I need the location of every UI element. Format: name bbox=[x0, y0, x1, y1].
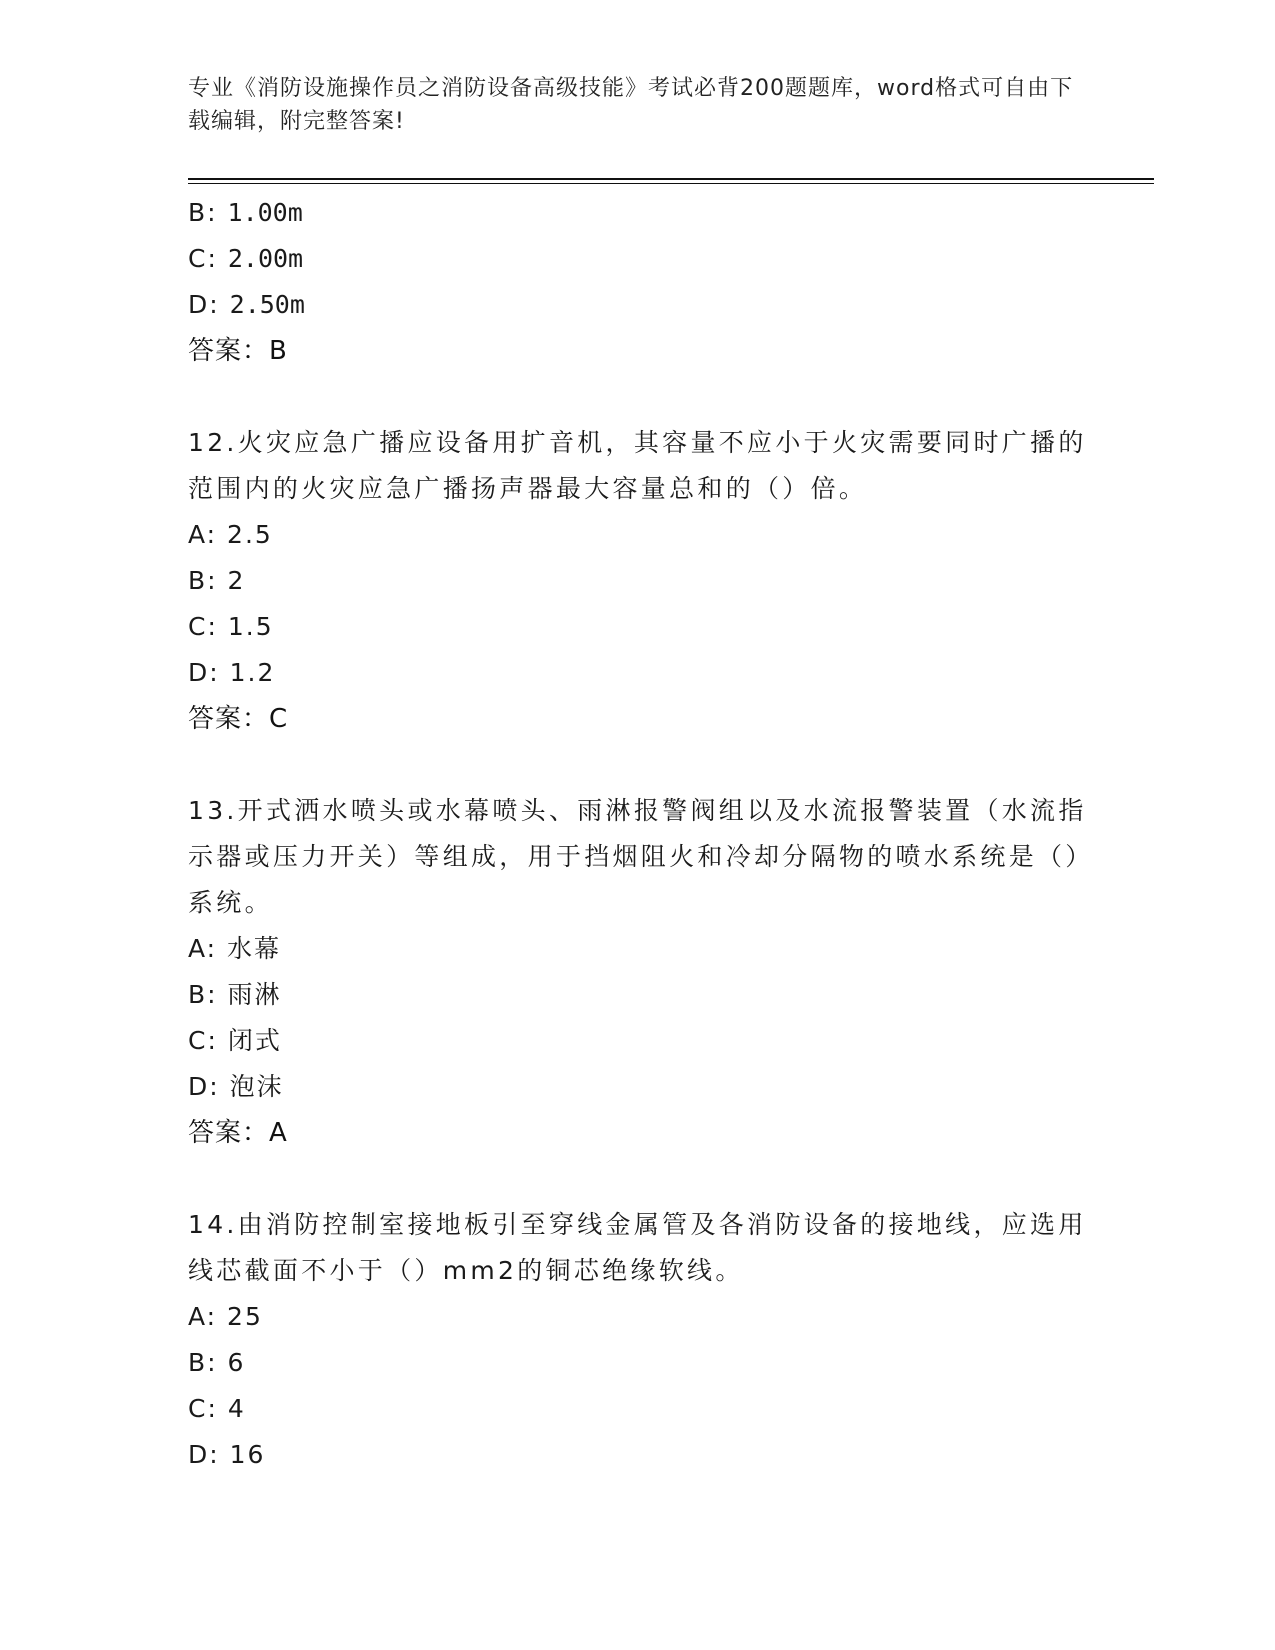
spacer bbox=[188, 742, 1088, 788]
option-text: 1.00m bbox=[227, 198, 303, 227]
option-text: 25 bbox=[227, 1302, 263, 1331]
question-text: 12.火灾应急广播应设备用扩音机，其容量不应小于火灾需要同时广播的范围内的火灾应急广播扬声器最大容量总和的（）倍。 bbox=[188, 428, 1087, 503]
option-d bbox=[188, 1432, 1088, 1478]
option-label: A: bbox=[188, 520, 218, 549]
option-text: 4 bbox=[227, 1394, 246, 1423]
option-label: D: bbox=[188, 658, 220, 687]
partial-question bbox=[188, 190, 1088, 374]
option-label: A: bbox=[188, 1302, 218, 1331]
option-c bbox=[188, 1386, 1088, 1432]
option-a bbox=[188, 512, 1088, 558]
question-14 bbox=[188, 1202, 1088, 1478]
option-text: 雨淋 bbox=[227, 980, 282, 1009]
spacer bbox=[188, 374, 1088, 420]
option-c bbox=[188, 1018, 1088, 1064]
question-text: 14.由消防控制室接地板引至穿线金属管及各消防设备的接地线，应选用线芯截面不小于（）mm2的铜芯绝缘软线。 bbox=[188, 1210, 1087, 1285]
question-12 bbox=[188, 420, 1088, 742]
option-text: 1.2 bbox=[229, 658, 276, 687]
option-b bbox=[188, 1340, 1088, 1386]
option-text: 泡沫 bbox=[229, 1072, 284, 1101]
option-label: C: bbox=[188, 612, 218, 641]
option-d bbox=[188, 1064, 1088, 1110]
answer-line: 答案：A bbox=[188, 1118, 288, 1148]
option-text: 2.00m bbox=[227, 244, 304, 273]
option-label: C: bbox=[188, 1026, 218, 1055]
option-label: B: bbox=[188, 980, 218, 1009]
option-d bbox=[188, 650, 1088, 696]
option-text: 闭式 bbox=[227, 1026, 282, 1055]
option-a bbox=[188, 926, 1088, 972]
option-a bbox=[188, 1294, 1088, 1340]
option-text: 6 bbox=[227, 1348, 246, 1377]
option-label: B: bbox=[188, 198, 218, 227]
question-13 bbox=[188, 788, 1088, 1156]
option-c bbox=[188, 236, 1088, 282]
answer-line: 答案：C bbox=[188, 704, 289, 734]
option-text: 1.5 bbox=[227, 612, 274, 641]
option-label: D: bbox=[188, 1072, 220, 1101]
option-text: 2.5 bbox=[227, 520, 273, 549]
option-text: 16 bbox=[229, 1440, 266, 1469]
spacer bbox=[188, 1156, 1088, 1202]
option-label: D: bbox=[188, 1440, 220, 1469]
option-label: B: bbox=[188, 566, 218, 595]
option-label: B: bbox=[188, 1348, 218, 1377]
option-b bbox=[188, 972, 1088, 1018]
answer-line: 答案：B bbox=[188, 336, 288, 366]
document-body bbox=[188, 190, 1088, 1478]
option-label: C: bbox=[188, 244, 218, 273]
option-b bbox=[188, 190, 1088, 236]
option-c bbox=[188, 604, 1088, 650]
option-text: 水幕 bbox=[227, 934, 282, 963]
question-text: 13.开式洒水喷头或水幕喷头、雨淋报警阀组以及水流报警装置（水流指示器或压力开关）等组成，用于挡烟阻火和冷却分隔物的喷水系统是（）系统。 bbox=[188, 796, 1087, 917]
option-d bbox=[188, 282, 1088, 328]
option-label: A: bbox=[188, 934, 218, 963]
header-rule-thin bbox=[188, 183, 1154, 184]
option-label: D: bbox=[188, 290, 220, 319]
option-text: 2 bbox=[227, 566, 246, 595]
document-header: 专业《消防设施操作员之消防设备高级技能》考试必背200题题库，word格式可自由下载编辑，附完整答案! bbox=[188, 76, 1074, 134]
option-text: 2.50m bbox=[229, 290, 305, 319]
option-b bbox=[188, 558, 1088, 604]
header-rule-thick bbox=[188, 178, 1154, 180]
option-label: C: bbox=[188, 1394, 218, 1423]
